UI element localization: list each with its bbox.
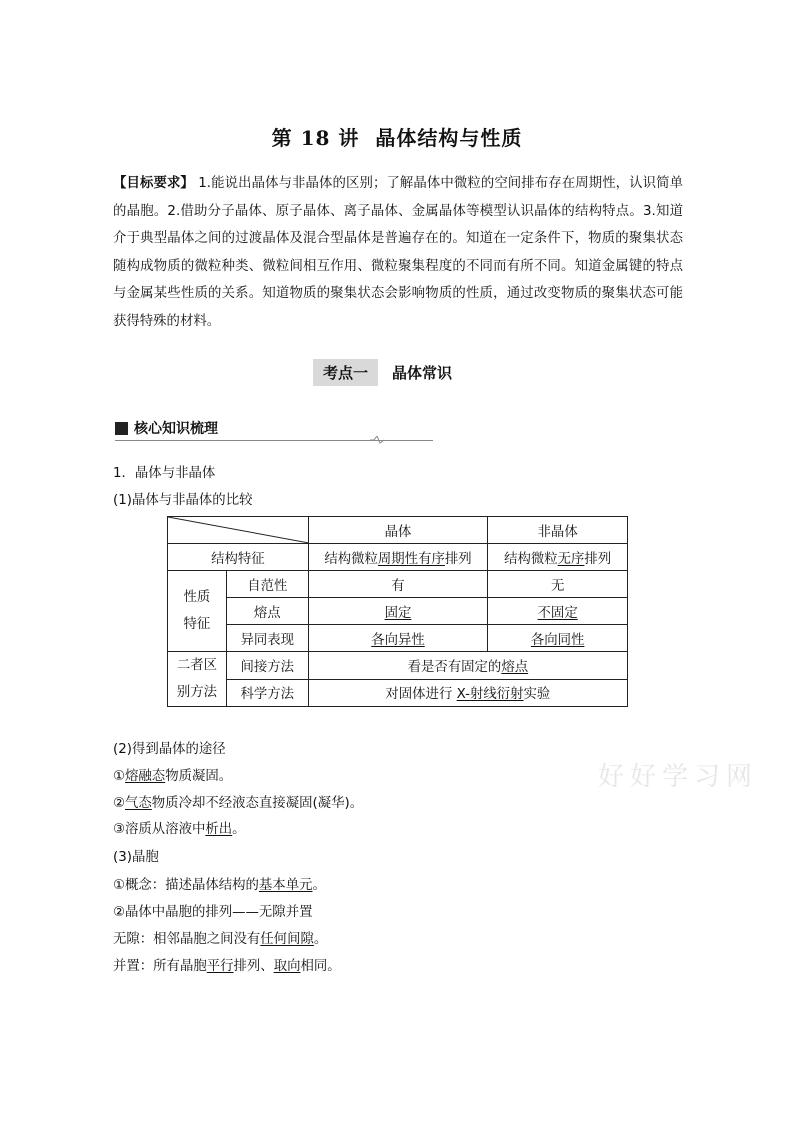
lecture-topic: 晶体结构与性质 bbox=[375, 126, 523, 150]
list-item: ①熔融态物质凝固。 bbox=[113, 769, 233, 784]
melting-noncrystal: 不固定 bbox=[488, 598, 628, 625]
structure-crystal: 结构微粒周期性有序排列 bbox=[308, 544, 488, 571]
scientific-value: 对固体进行 X-射线衍射实验 bbox=[308, 679, 627, 707]
melting-label: 熔点 bbox=[226, 598, 308, 625]
section-banner bbox=[313, 358, 452, 386]
table-row bbox=[168, 598, 628, 625]
list-item: 无隙：相邻晶胞之间没有任何间隙。 bbox=[113, 932, 328, 947]
distinguish-group-label: 二者区 别方法 bbox=[168, 652, 227, 707]
table-row bbox=[168, 679, 628, 707]
list-item: ③溶质从溶液中析出。 bbox=[113, 822, 246, 837]
lecture-number: 第 18 讲 bbox=[271, 126, 360, 150]
table-row bbox=[168, 652, 628, 680]
goals-label: 【目标要求】 bbox=[113, 176, 194, 191]
comparison-table bbox=[167, 516, 628, 707]
self-label: 自范性 bbox=[226, 571, 308, 598]
section3-heading: (3)晶胞 bbox=[113, 850, 159, 865]
property-group-label: 性质 特征 bbox=[168, 571, 227, 652]
list-item: ②晶体中晶胞的排列——无隙并置 bbox=[113, 905, 313, 920]
aniso-noncrystal: 各向同性 bbox=[488, 625, 628, 652]
aniso-label: 异同表现 bbox=[226, 625, 308, 652]
table-row bbox=[168, 571, 628, 598]
kaodian-title: 晶体常识 bbox=[392, 363, 453, 382]
list-item: ②气态物质冷却不经液态直接凝固(凝华)。 bbox=[113, 796, 364, 811]
kaodian-label: 考点一 bbox=[313, 359, 378, 386]
section2-heading: (2)得到晶体的途径 bbox=[113, 742, 226, 757]
structure-label: 结构特征 bbox=[168, 544, 309, 571]
page-title bbox=[0, 122, 794, 151]
diagonal-line-icon bbox=[168, 517, 309, 543]
goals-paragraph bbox=[113, 170, 683, 335]
square-bullet-icon bbox=[115, 422, 128, 435]
header-crystal: 晶体 bbox=[308, 517, 488, 544]
core-heading-text: 核心知识梳理 bbox=[134, 421, 218, 437]
table-row bbox=[168, 625, 628, 652]
core-heading bbox=[115, 418, 218, 438]
watermark: 好好学习网 bbox=[598, 762, 759, 792]
self-noncrystal: 无 bbox=[488, 571, 628, 598]
melting-crystal: 固定 bbox=[308, 598, 488, 625]
list-item: 并置：所有晶胞平行排列、取向相同。 bbox=[113, 959, 341, 974]
underline-notch-icon bbox=[370, 436, 384, 444]
structure-noncrystal: 结构微粒无序排列 bbox=[488, 544, 628, 571]
table-row bbox=[168, 544, 628, 571]
header-noncrystal: 非晶体 bbox=[488, 517, 628, 544]
indirect-label: 间接方法 bbox=[226, 652, 308, 680]
goals-text: 1.能说出晶体与非晶体的区别；了解晶体中微粒的空间排布存在周期性，认识简单的晶胞。2.借助分子晶体、原子晶体、离子晶体、金属晶体等模型认识晶体的结构特点。3.知道介于典型晶体之间的过渡晶体及混合型晶体是普遍存在的。知道在一定条件下，物质的聚集状态随构成物质的微粒种类、微粒间相互作用、微粒聚集程度的不同而有所不同。知道金属键的特点与金属某些性质的关系。知道物质的聚集状态会影响物质的性质，通过改变物质的聚集状态可能获得特殊的材料。 bbox=[113, 176, 684, 329]
section1-heading: 1．晶体与非晶体 bbox=[113, 466, 216, 481]
aniso-crystal: 各向异性 bbox=[308, 625, 488, 652]
indirect-value: 看是否有固定的熔点 bbox=[308, 652, 627, 680]
table-row bbox=[168, 517, 628, 544]
diagonal-header-cell bbox=[168, 517, 309, 544]
list-item: ①概念：描述晶体结构的基本单元。 bbox=[113, 878, 326, 893]
self-crystal: 有 bbox=[308, 571, 488, 598]
heading-underline bbox=[115, 440, 433, 441]
scientific-label: 科学方法 bbox=[226, 679, 308, 707]
section1-sub: (1)晶体与非晶体的比较 bbox=[113, 493, 253, 508]
